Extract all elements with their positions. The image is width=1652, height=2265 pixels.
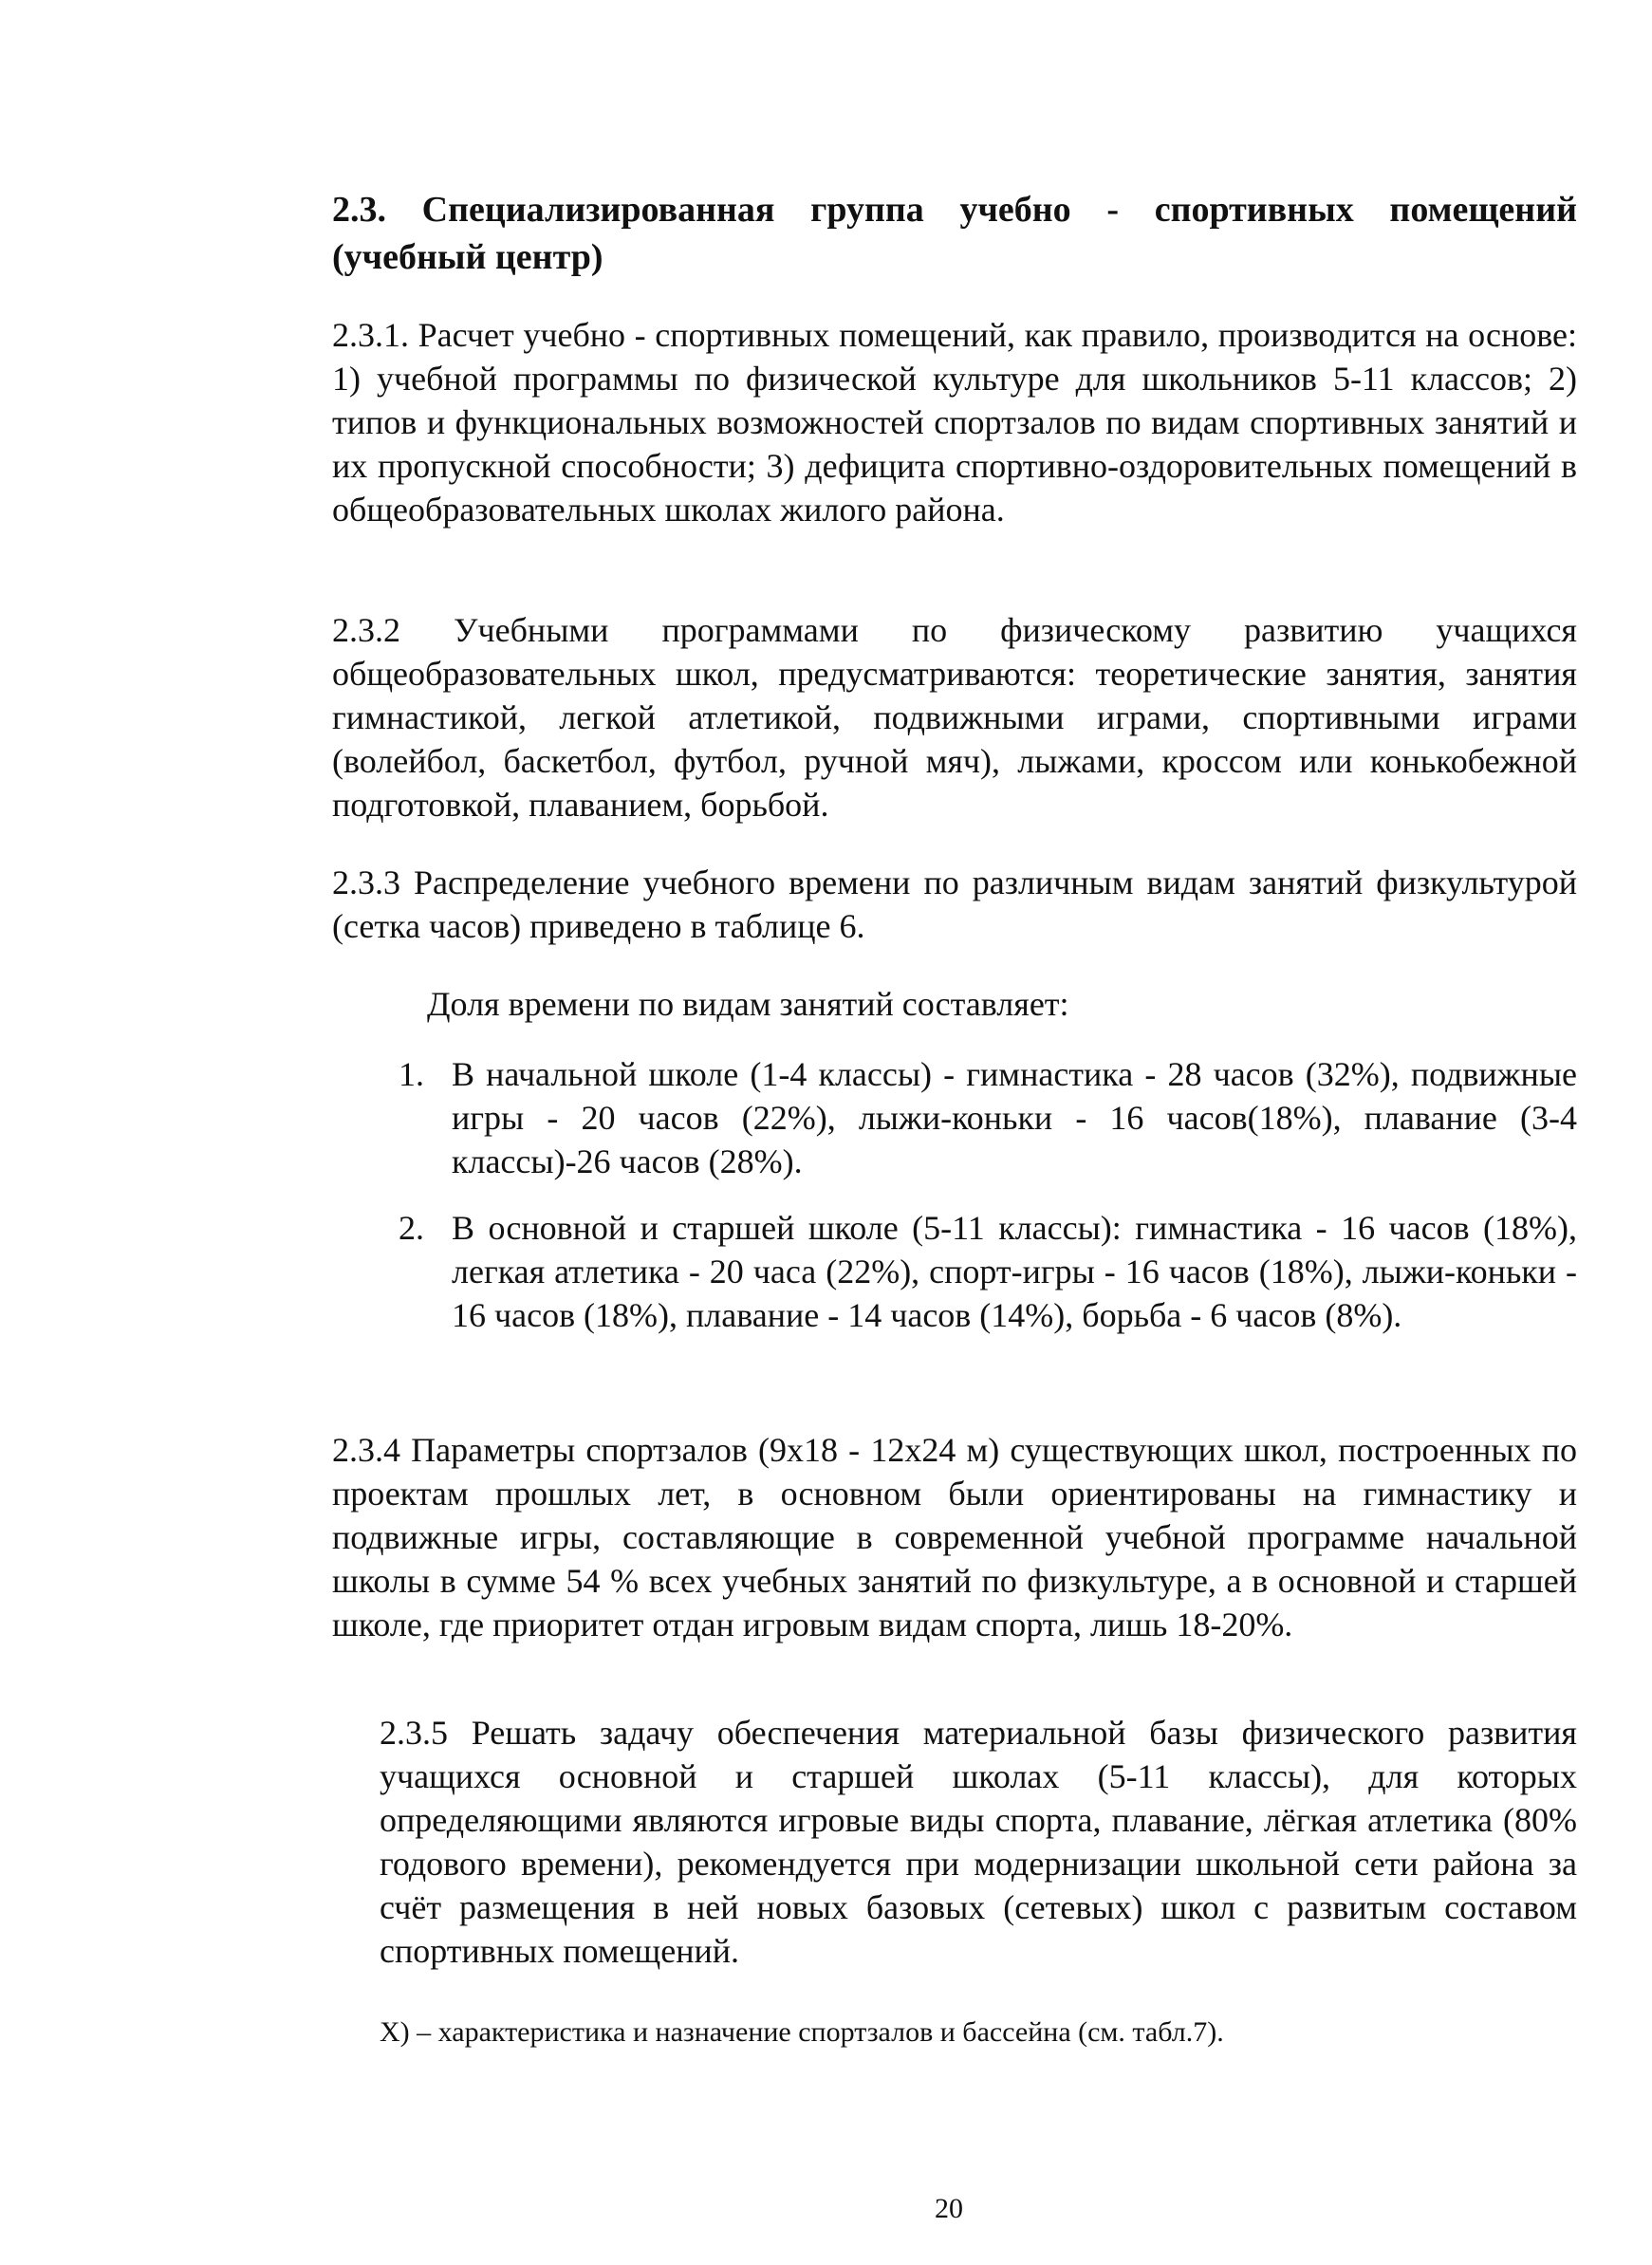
list-item-number: 1. [399,1055,424,1093]
list-item [399,1206,1577,1337]
list-item-number: 2. [399,1209,424,1247]
footnote: X) – характеристика и назначение спортзалов и бассейна (см. табл.7). [380,2016,1224,2048]
paragraph-2-3-2: 2.3.2 Учебными программами по физическому развитию учащихся общеобразовательных школ, предусматриваются: теоретические занятия, занятия гимнастикой, легкой атлетикой, подвижными играми, спортивными играми (волейбол, баскетбол, футбол, ручной мяч), лыжами, кроссом или конькобежной подготовкой, плаванием, борьбой. [332,611,1577,824]
list-item-text: В основной и старшей школе (5-11 классы): гимнастика - 16 часов (18%), легкая атлетика - 20 часа (22%), спорт-игры - 16 часов (18%), лыжи-коньки - 16 часов (18%), плавание - 14 часов (14%), борьба - 6 часов (8%). [452,1209,1577,1334]
list-item [399,1052,1577,1183]
page-number: 20 [935,2193,963,2224]
paragraph-2-3-5: 2.3.5 Решать задачу обеспечения материальной базы физического развития учащихся основной и старшей школах (5-11 классы), для которых определяющими являются игровые виды спорта, плавание, лёгкая атлетика (80% годового времени), рекомендуется при модернизации школьной сети района за счёт размещения в ней новых базовых (сетевых) школ с развитым составом спортивных помещений. [380,1714,1577,1970]
section-heading: 2.3. Специализированная группа учебно - спортивных помещений (учебный центр) [332,190,1577,277]
time-share-list [399,1052,1577,1337]
paragraph-2-3-3: 2.3.3 Распределение учебного времени по различным видам занятий физкультурой (сетка часов) приведено в таблице 6. [332,863,1577,945]
list-item-text: В начальной школе (1-4 классы) - гимнастика - 28 часов (32%), подвижные игры - 20 часов (22%), лыжи-коньки - 16 часов(18%), плавание (3-4 классы)-26 часов (28%). [452,1055,1577,1180]
time-share-intro: Доля времени по видам занятий составляет: [427,985,1069,1023]
paragraph-2-3-1: 2.3.1. Расчет учебно - спортивных помещений, как правило, производится на основе: 1) учебной программы по физической культуре для школьников 5-11 классов; 2) типов и функциональных возможностей спортзалов по видам спортивных занятий и их пропускной способности; 3) дефицита спортивно-оздоровительных помещений в общеобразовательных школах жилого района. [332,316,1577,529]
paragraph-2-3-4: 2.3.4 Параметры спортзалов (9x18 - 12x24 м) существующих школ, построенных по проектам прошлых лет, в основном были ориентированы на гимнастику и подвижные игры, составляющие в современной учебной программе начальной школы в сумме 54 % всех учебных занятий по физкультуре, а в основной и старшей школе, где приоритет отдан игровым видам спорта, лишь 18-20%. [332,1431,1577,1643]
